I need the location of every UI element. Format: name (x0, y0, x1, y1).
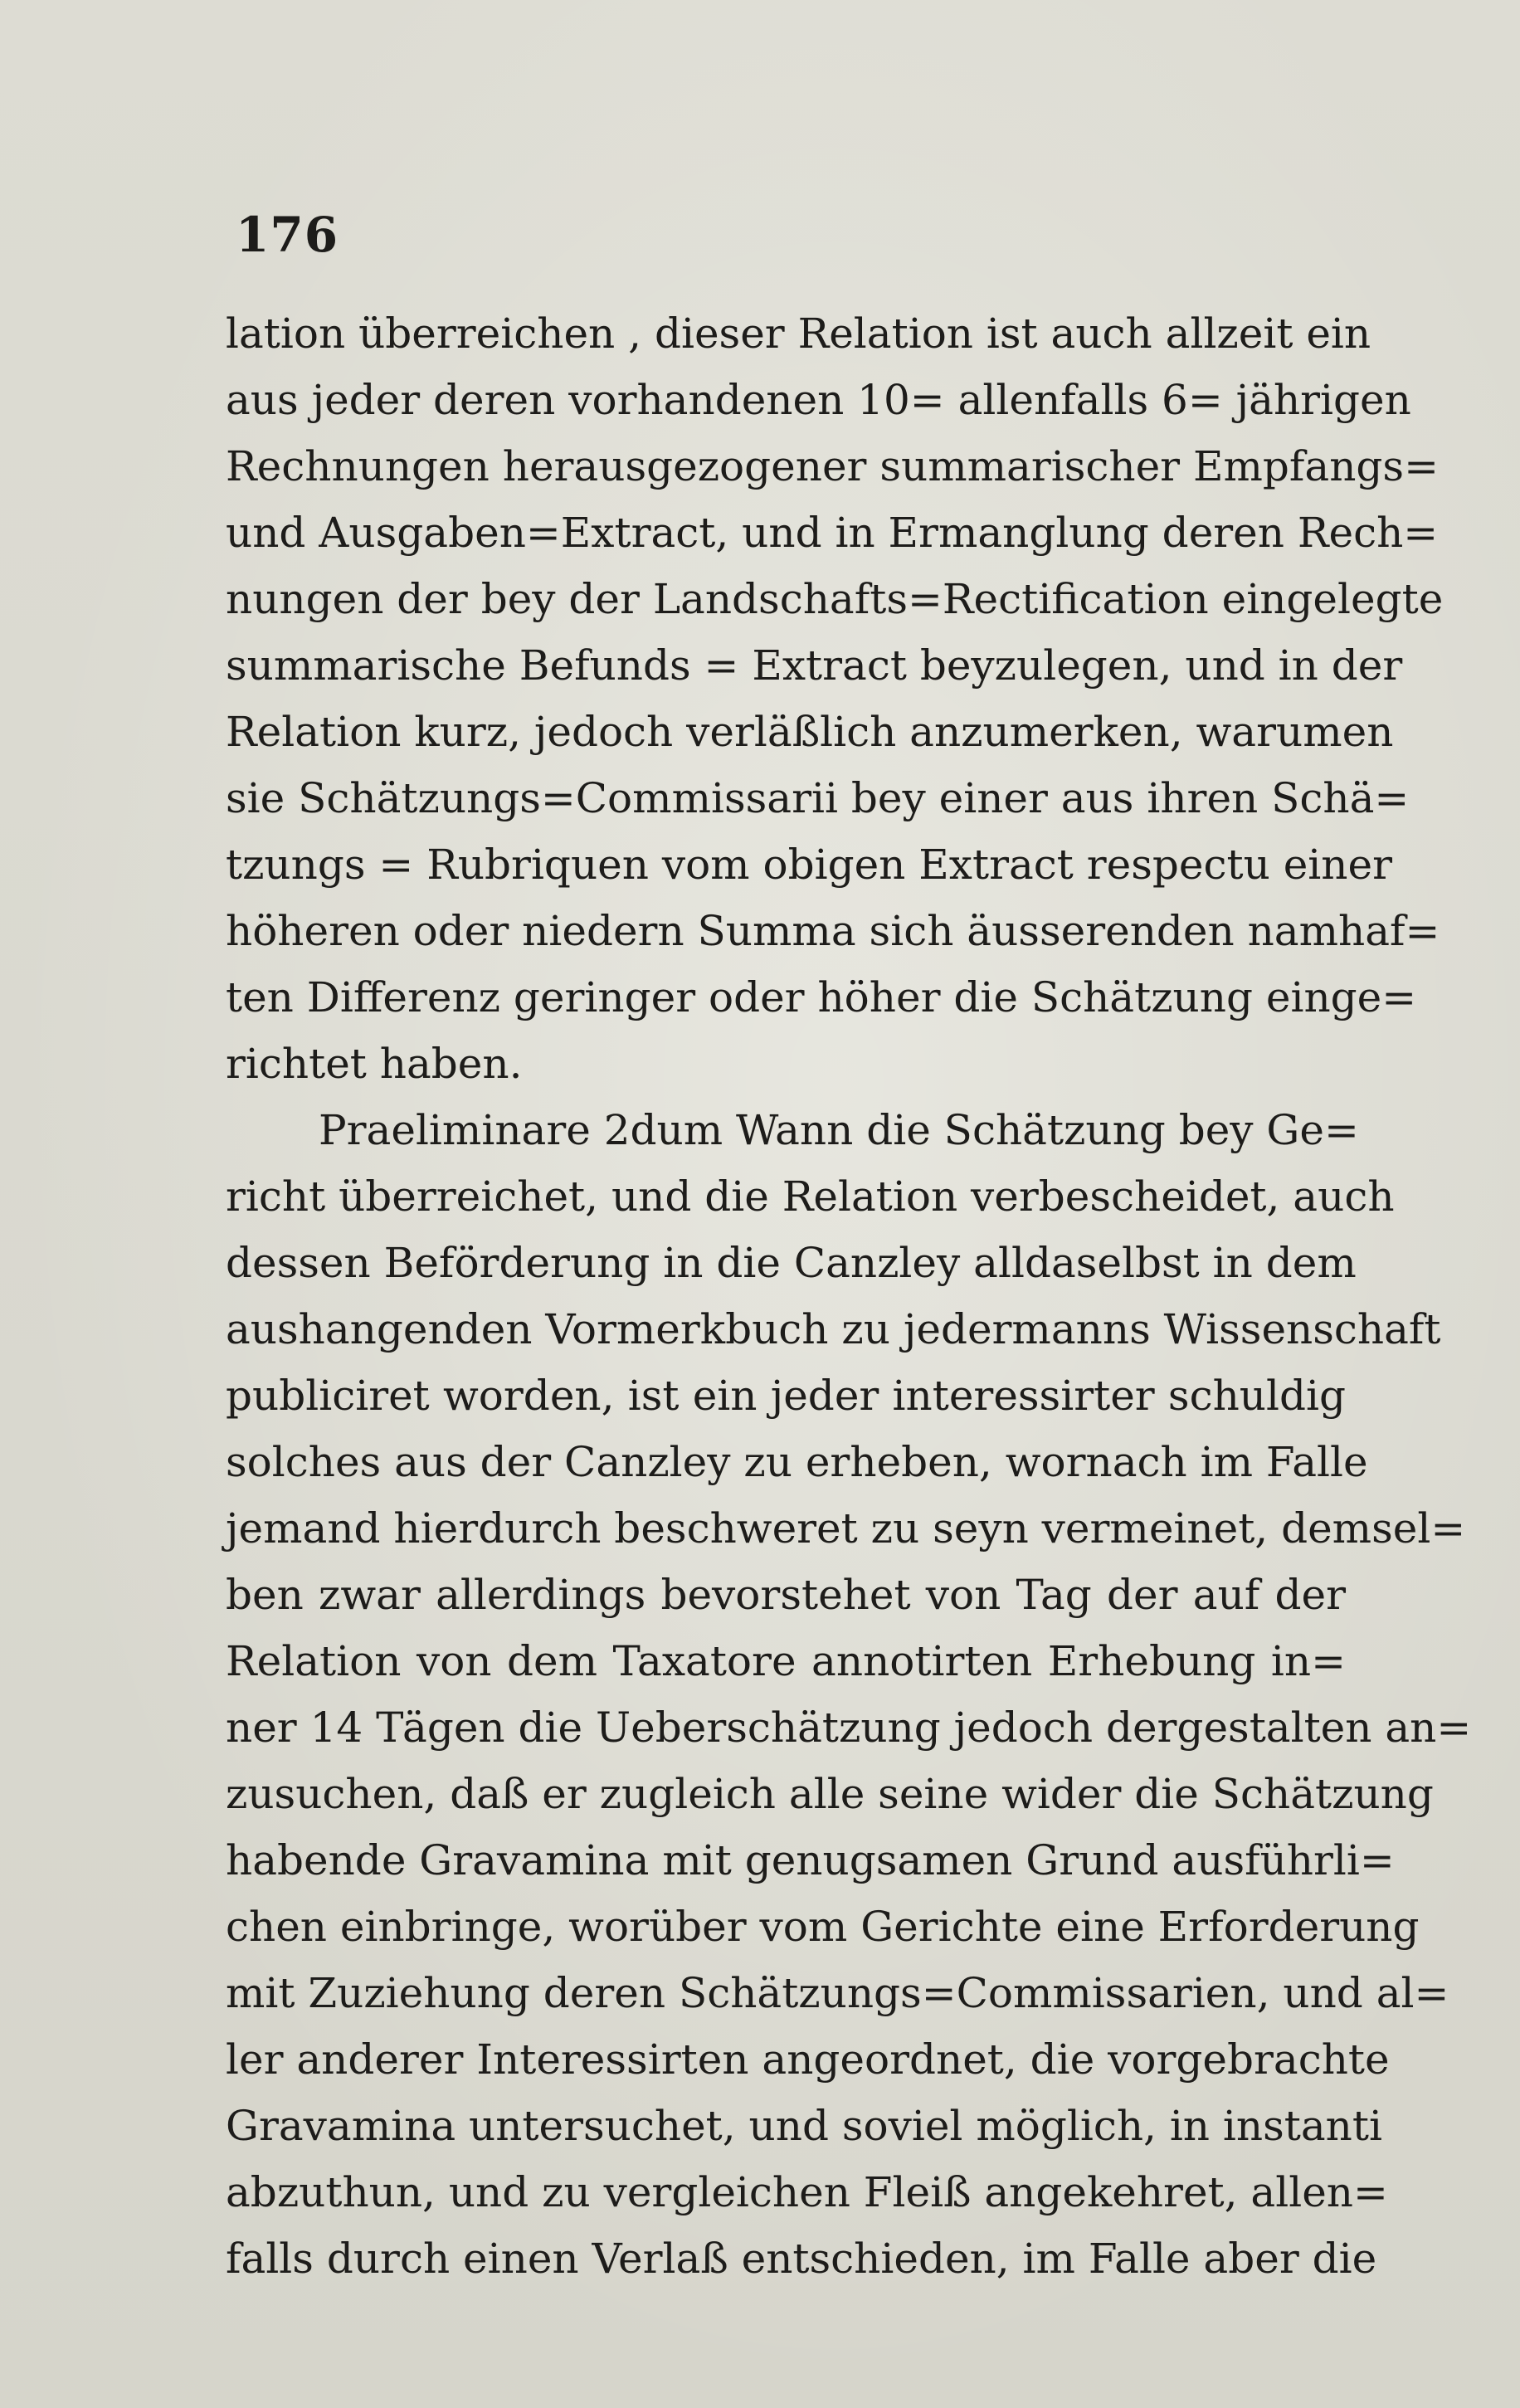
page-text (226, 300, 1472, 2292)
text-line: und Ausgaben=Extract, und in Ermanglung deren Rech= (226, 509, 1439, 557)
text-line: ben zwar allerdings bevorstehet von Tag der auf der (226, 1571, 1346, 1619)
text-line: ten Differenz geringer oder höher die Schätzung einge= (226, 973, 1417, 1021)
text-line: nungen der bey der Landschafts=Rectification eingelegte (226, 575, 1444, 623)
page-number: 176 (236, 207, 339, 263)
text-line: lation überreichen , dieser Relation ist auch allzeit ein (226, 310, 1371, 358)
text-line: ner 14 Tägen die Ueberschätzung jedoch dergestalten an= (226, 1704, 1472, 1752)
paragraph-end-line: richtet haben. (226, 1040, 523, 1088)
text-line: solches aus der Canzley zu erheben, wornach im Falle (226, 1438, 1368, 1486)
text-line: chen einbringe, worüber vom Gerichte eine Erforderung (226, 1903, 1420, 1951)
text-line: höheren oder niedern Summa sich äusserenden namhaf= (226, 907, 1440, 955)
text-line: tzungs = Rubriquen vom obigen Extract respectu einer (226, 841, 1392, 889)
text-line: richt überreichet, und die Relation verbescheidet, auch (226, 1172, 1395, 1221)
text-line: publiciret worden, ist ein jeder interessirter schuldig (226, 1372, 1346, 1420)
text-line: jemand hierdurch beschweret zu seyn vermeinet, demsel= (226, 1504, 1466, 1553)
text-line: mit Zuziehung deren Schätzungs=Commissarien, und al= (226, 1969, 1449, 2017)
text-line: dessen Beförderung in die Canzley alldaselbst in dem (226, 1239, 1357, 1287)
text-line: Relation kurz, jedoch verläßlich anzumerken, warumen (226, 708, 1394, 756)
paragraph-start-line: Praeliminare 2dum Wann die Schätzung bey Ge= (319, 1106, 1359, 1154)
text-line: Rechnungen herausgezogener summarischer Empfangs= (226, 442, 1439, 490)
text-line: falls durch einen Verlaß entschieden, im Falle aber die (226, 2235, 1377, 2283)
text-line: zusuchen, daß er zugleich alle seine wider die Schätzung (226, 1770, 1434, 1818)
text-line: habende Gravamina mit genugsamen Grund ausführli= (226, 1836, 1395, 1884)
text-line: ler anderer Interessirten angeordnet, die vorgebrachte (226, 2035, 1390, 2084)
text-line: abzuthun, und zu vergleichen Fleiß angekehret, allen= (226, 2168, 1388, 2216)
text-line: aus jeder deren vorhandenen 10= allenfalls 6= jährigen (226, 376, 1411, 424)
text-line: aushangenden Vormerkbuch zu jedermanns Wissenschaft (226, 1305, 1441, 1353)
text-line: summarische Befunds = Extract beyzulegen, und in der (226, 641, 1403, 690)
text-line: sie Schätzungs=Commissarii bey einer aus ihren Schä= (226, 774, 1410, 822)
text-line: Relation von dem Taxatore annotirten Erhebung in= (226, 1637, 1346, 1685)
text-line: Gravamina untersuchet, und soviel möglich, in instanti (226, 2102, 1382, 2150)
